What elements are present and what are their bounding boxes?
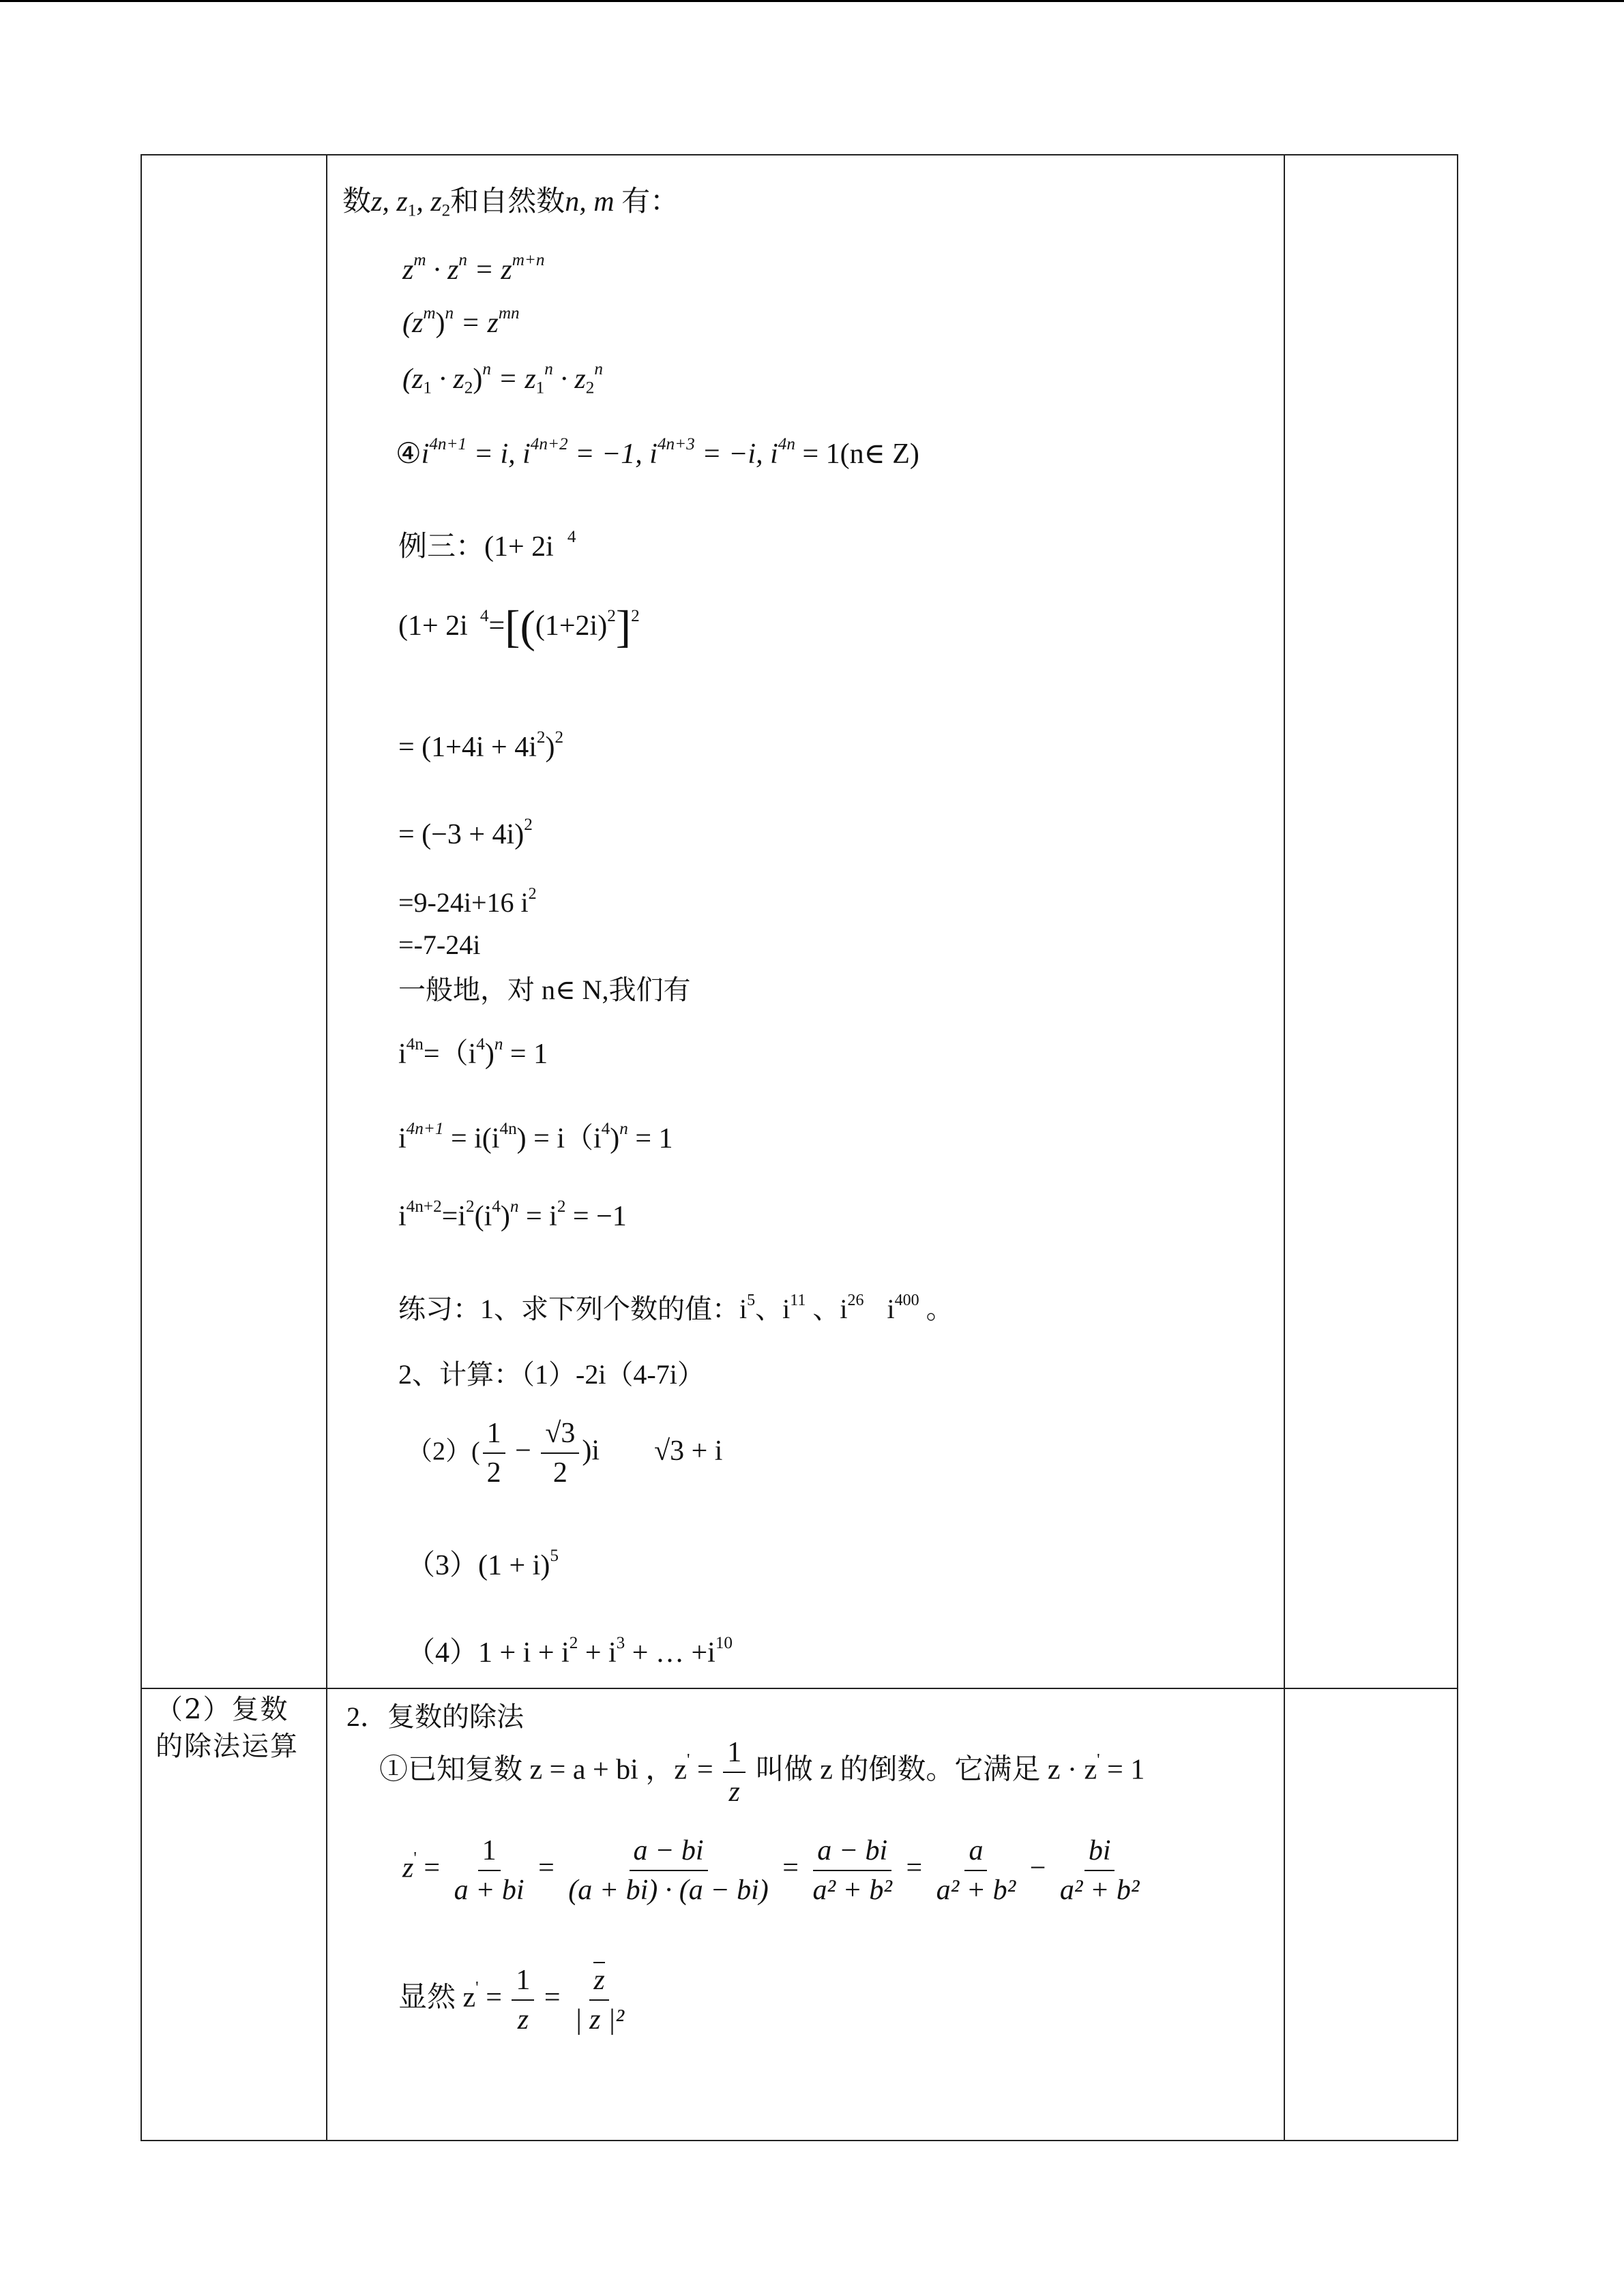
example-3-line-3: = $(-3 + 4i)^2$ (398, 815, 533, 850)
reciprocal-formula: z' = $\frac{1}{a + bi}$ = $\frac{a - bi}{(a + bi) \cdot (a - bi)}$ = $\frac{a - bi}{\text{a² + b²}}$ = $\frac{a}{\text{a² + b²}}$ − $\frac{bi}{\text{a² + b²}}$ (402, 1835, 1140, 1906)
top-border (0, 0, 1624, 2)
exercise-2: 2、计算：（1）-2i（4-7i） (398, 1359, 705, 1390)
law-4: $④i^{4n+1} = i$, $i^{4n+2} = -1$, $i^{4n+3} = -i$, $i^{4n}$ = 1(n∈ Z) (396, 434, 919, 470)
example-3-line-5: =-7-24i (398, 929, 481, 960)
example-3-line-4: =9-24i+16 $i^2$ (398, 884, 537, 918)
law-1: $z^m \cdot z^n = z^{m+n}$ (402, 250, 545, 286)
exercise-2-part-4: $(4)1 + i + i^2 + i^3$ + … $+i^{10}$ (407, 1633, 733, 1669)
intro-line: 数z, $z_1$, $z_2$和自然数n, m 有： (342, 186, 679, 220)
example-3-line-1: (1+ 2i $^4=[((1+2i)^2]^2$ (398, 601, 640, 652)
section-2-label-line-1: （2）复数 (156, 1694, 289, 1725)
section-2-label (156, 1691, 299, 1765)
exercise-2-part-3: $(3)(1 + i)^5$ (407, 1546, 559, 1581)
section-2-label-line-2: 的除法运算 (156, 1731, 299, 1762)
table-border-right (1457, 154, 1458, 2141)
reciprocal-definition: ①已知复数 z = a + bi ，z' = $\frac{1}{z}$ 叫做 z 的倒数。它满足 z · z' = 1 (379, 1737, 1145, 1808)
obvious-formula: 显然 z' = $\frac{1}{z}$ = $\frac{z}{\text{| z |²}}$ (398, 1964, 631, 2036)
general-formula-1: $i^{4n}=(i^4)^n = 1$ (398, 1034, 548, 1070)
example-3-label: 例三：(1+ 2i $^4$ (398, 527, 576, 563)
exercise-2-part-2: （2）( $\frac{1}{2}$ − $\frac{√3}{2}$ )i √3 + i (407, 1418, 723, 1489)
table-col-divider-1 (326, 154, 327, 2141)
general-formula-2: $i^{4n+1} = i(i^{4n}) = i(i^4)^n = 1$ (398, 1119, 673, 1154)
table-border-bottom (141, 2140, 1458, 2141)
table-border-left (141, 154, 142, 2141)
law-2: $(z^m)^n = z^{mn}$ (402, 303, 520, 339)
exercise-1: 练习：1、求下列个数的值：$i^5$、$i^{11}$ 、$i^{26}$ $i^{400}$ 。 (398, 1291, 954, 1324)
general-intro: 一般地，对 n∈ N,我们有 (398, 974, 691, 1005)
table-row-divider (141, 1688, 1458, 1689)
section-2-title: 2．复数的除法 (346, 1701, 524, 1732)
table-border-top (141, 154, 1458, 155)
law-3: $(z_1 \cdot z_2)^n = z_1^n \cdot z_2^n$ (402, 359, 603, 398)
table-col-divider-2 (1284, 154, 1285, 2141)
general-formula-3: $i^{4n+2}=i^2(i^4)^n = i^2 = -1$ (398, 1197, 627, 1232)
example-3-line-2: = $(1+4i + 4i^2)^2$ (398, 728, 564, 763)
